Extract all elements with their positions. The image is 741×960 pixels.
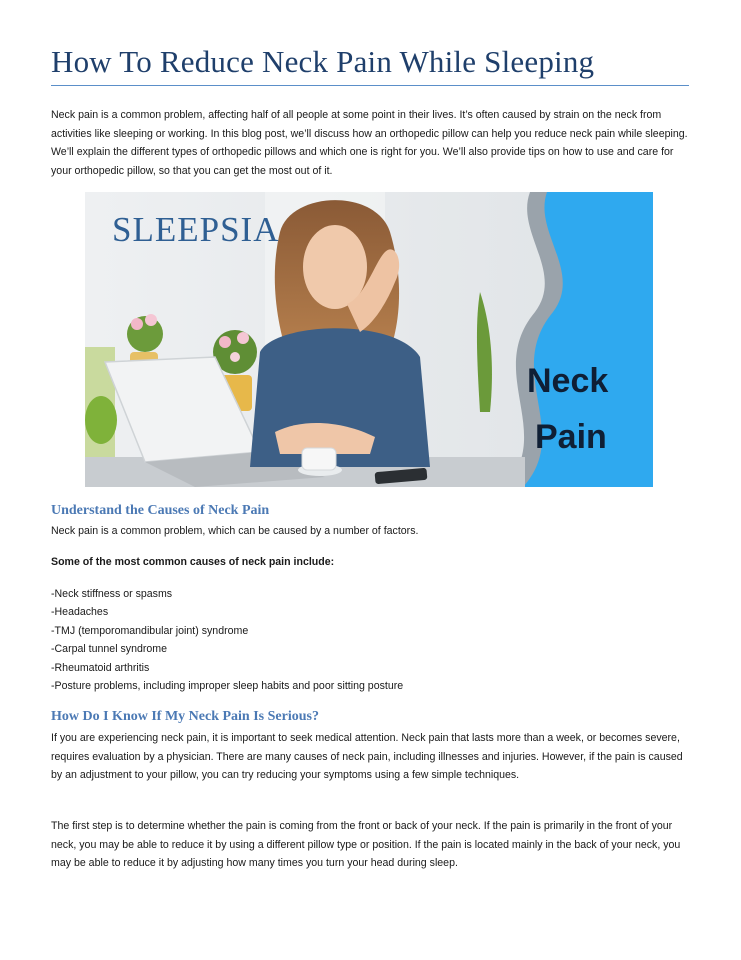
list-item: -Rheumatoid arthritis — [51, 661, 150, 674]
list-item: -Neck stiffness or spasms — [51, 588, 173, 600]
coffee-cup — [298, 448, 342, 476]
pain-label: Pain — [535, 418, 607, 456]
list-item: -Carpal tunnel syndrome — [51, 643, 167, 656]
causes-list — [51, 585, 403, 695]
list-item: -Headaches — [51, 606, 109, 619]
title-underline — [51, 85, 689, 86]
list-item: -TMJ (temporomandibular joint) syndrome — [51, 624, 249, 637]
section2-paragraph-1: If you are experiencing neck pain, it is important to seek medical attention. Neck pain that lasts more than a week, or becomes severe, requires evaluation by a physician. There are many causes of neck pain, including illnesses and injuries. However, if the pain is caused by an adjustment to your pillow, you can try reducing your symptoms using a few simple techniques. — [51, 732, 683, 782]
sleepsia-logo: SLEEPSIA — [112, 210, 280, 249]
page-title: How To Reduce Neck Pain While Sleeping — [51, 44, 595, 79]
intro-paragraph: Neck pain is a common problem, affecting half of all people at some point in their lives. It’s often caused by strain on the neck from activities like sleeping or working. In this blog post, we’ll discuss how an orthopedic pillow can help you reduce neck pain while sleeping. We’ll explain the different types of orthopedic pillows and which one is right for you. We’ll also provide tips on how to use and care for your orthopedic pillow, so that you can get the most out of it. — [51, 109, 688, 177]
section2-heading: How Do I Know If My Neck Pain Is Serious? — [51, 709, 319, 724]
section1-lead: Some of the most common causes of neck pain include: — [51, 556, 335, 568]
list-item: -Posture problems, including improper sleep habits and poor sitting posture — [51, 680, 404, 693]
pot-left — [85, 396, 117, 444]
section1-intro: Neck pain is a common problem, which can be caused by a number of factors. — [51, 525, 419, 537]
neck-label: Neck — [527, 362, 609, 400]
section2-paragraph-2: The first step is to determine whether the pain is coming from the front or back of your neck. If the pain is primarily in the front of your neck, you may be able to reduce it by using a different pillow type or position. If the pain is located mainly in the back of your neck, you may be able to reduce it by adjusting how many times you turn your head during sleep. — [51, 820, 681, 870]
section1-heading: Understand the Causes of Neck Pain — [51, 503, 270, 518]
